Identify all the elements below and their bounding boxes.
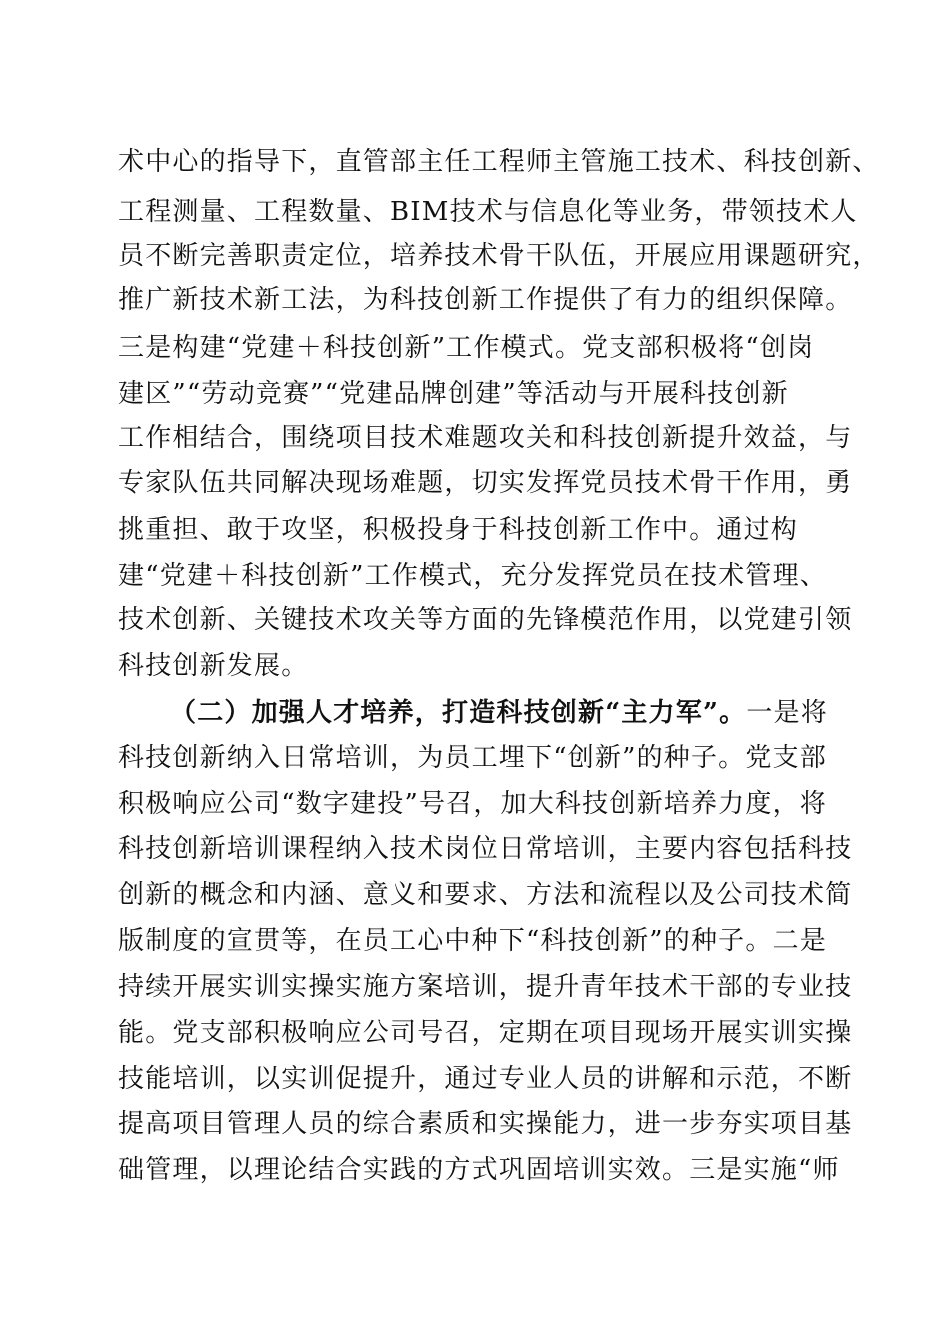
text-line: 工作相结合，围绕项目技术难题攻关和科技创新提升效益，与 [118,423,853,453]
text-line: 专家队伍共同解决现场难题，切实发挥党员技术骨干作用，勇 [118,468,853,498]
text-line: 提高项目管理人员的综合素质和实操能力，进一步夯实项目基 [118,1109,853,1139]
text-line: 持续开展实训实操实施方案培训，提升青年技术干部的专业技 [118,972,853,1002]
text-line: 术中心的指导下，直管部主任工程师主管施工技术、科技创新、 [118,147,880,177]
text-line: 建区”“劳动竞赛”“党建品牌创建”等活动与开展科技创新 [118,379,789,409]
text-line: 能。党支部积极响应公司号召，定期在项目现场开展实训实操 [118,1018,853,1048]
text-line: 技术创新、关键技术攻关等方面的先锋模范作用，以党建引领 [118,605,853,635]
text-line: 挑重担、敢于攻坚，积极投身于科技创新工作中。通过构 [118,515,799,545]
section-heading-rest: 一是将 [746,698,828,728]
text-line: 础管理，以理论结合实践的方式巩固培训实效。三是实施“师 [118,1155,840,1185]
section-heading-line [170,693,890,733]
text-line: 工程测量、工程数量、BIM技术与信息化等业务，带领技术人 [118,197,858,227]
text-line: 技能培训，以实训促提升，通过专业人员的讲解和示范，不断 [118,1064,853,1094]
text-line: 科技创新培训课程纳入技术岗位日常培训，主要内容包括科技 [118,834,853,864]
text-line: 创新的概念和内涵、意义和要求、方法和流程以及公司技术简 [118,880,853,910]
text-line: 科技创新发展。 [118,651,309,681]
text-line: 推广新技术新工法，为科技创新工作提供了有力的组织保障。 [118,285,853,315]
text-line: 科技创新纳入日常培训，为员工埋下“创新”的种子。党支部 [118,743,827,773]
text-line: 员不断完善职责定位，培养技术骨干队伍，开展应用课题研究， [118,241,880,271]
text-line: 版制度的宣贯等，在员工心中种下“科技创新”的种子。二是 [118,926,827,956]
text-line: 积极响应公司“数字建投”号召，加大科技创新培养力度，将 [118,789,827,819]
text-line: 三是构建“党建＋科技创新”工作模式。党支部积极将“创岗 [118,333,815,363]
section-heading: （二）加强人才培养，打造科技创新“主力军”。 [170,698,747,728]
text-line: 建“党建＋科技创新”工作模式，充分发挥党员在技术管理、 [118,561,827,591]
